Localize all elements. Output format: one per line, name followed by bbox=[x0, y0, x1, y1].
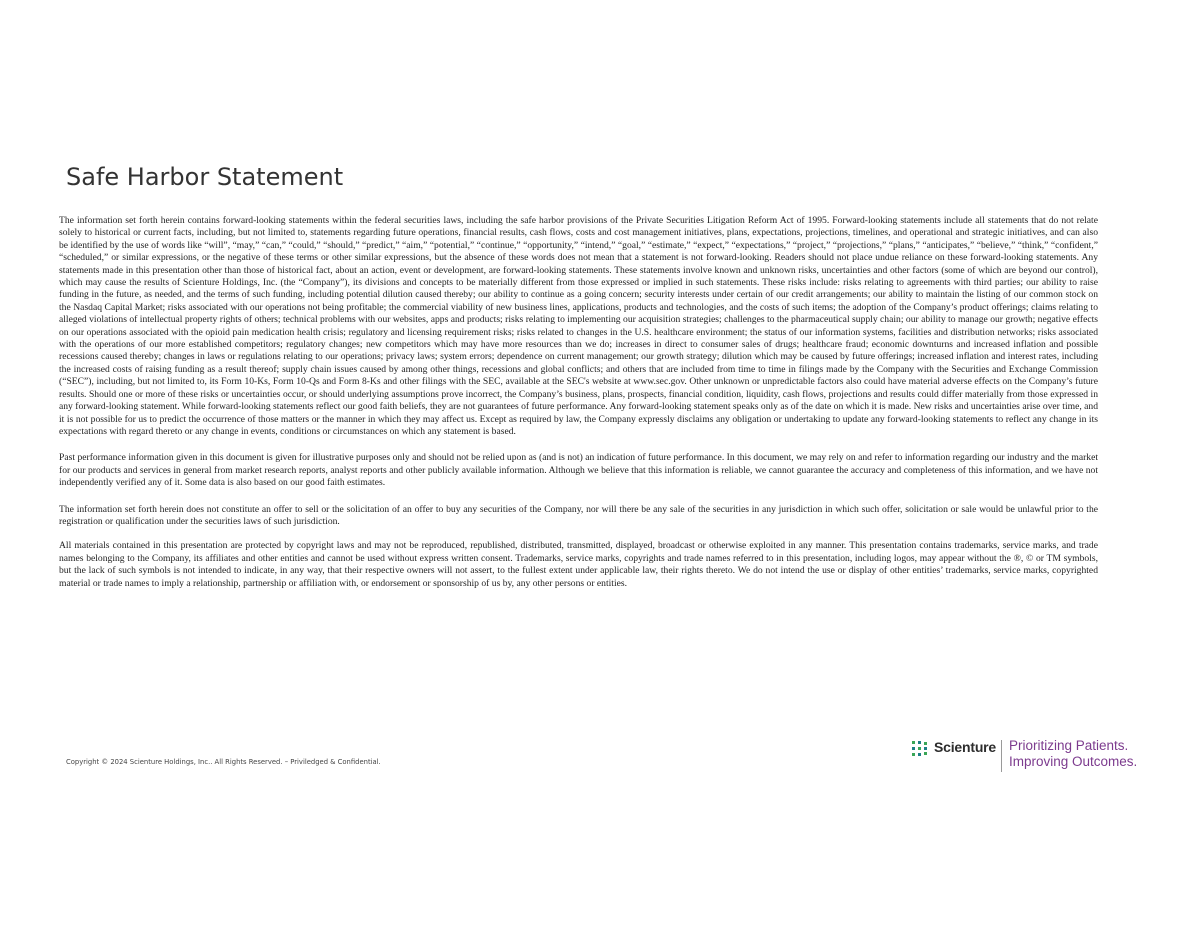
dot-grid-logo-icon bbox=[912, 741, 928, 757]
paragraph-no-offer: The information set forth herein does not constitute an offer to sell or the solicitation of an offer to buy any securities of the Company, nor will there be any sale of the securities in any jurisdiction in which such offer, solicitation or sale would be unlawful prior to the registration or qualification under the securities laws of such jurisdiction. bbox=[59, 503, 1098, 527]
paragraph-copyright-notice: All materials contained in this presentation are protected by copyright laws and may not be reproduced, republished, distributed, transmitted, displayed, broadcast or otherwise exploited in any manner. This presentation contains trademarks, service marks, and trade names belonging to the Company, its affiliates and other entities and cannot be used without express written consent. Trademarks, service marks, copyrights and trade names referred to in this presentation, including logos, may appear without the ®, © or TM symbols, but the lack of such symbols is not intended to indicate, in any way, that their respective owners will not assert, to the fullest extent under applicable law, their rights thereto. We do not intend the use or display of other entities’ trademarks, service marks, copyrighted material or trade names to imply a relationship, partnership or affiliation with, or endorsement or sponsorship of us by, any other persons or entities. bbox=[59, 540, 1098, 589]
tagline-line-1: Prioritizing Patients. bbox=[1009, 738, 1129, 753]
brand-name: Scienture bbox=[934, 739, 996, 755]
tagline-line-2: Improving Outcomes. bbox=[1009, 754, 1138, 769]
paragraph-forward-looking: The information set forth herein contains forward-looking statements within the federal securities laws, including the safe harbor provisions of the Private Securities Litigation Reform Act of 1995. Forward-looking statements include all statements that do not relate solely to historical or current facts, including, but not limited to, statements regarding future operations, financial results, cash flows, costs and cost management initiatives, plans, expectations, projections, timelines, and operational and strategic initiatives, and can also be identified by the use of words like “will”, “may,” “can,” “could,” “should,” “predict,” “aim,” “potential,” “continue,” “opportunity,” “intend,” “goal,” “estimate,” “expect,” “expectations,” “project,” “projections,” “plans,” “anticipates,” “believe,” “think,” “confident,” “scheduled,” or similar expressions, or the negative of these terms or other similar expressions, but the absence of these words does not mean that a statement is not forward-looking. Readers should not place undue reliance on these forward-looking statements. Any statements made in this presentation other than those of historical fact, about an action, event or development, are forward-looking statements. These statements involve known and unknown risks, uncertainties and other factors (some of which are beyond our control), which may cause the results of Scienture Holdings, Inc. (the “Company”), its divisions and concepts to be materially different from those expressed or implied in such statements. These risks include: risks relating to agreements with third parties; our ability to raise funding in the future, as needed, and the terms of such funding, including potential dilution caused thereby; our ability to continue as a going concern; security interests under certain of our credit arrangements; our ability to maintain the listing of our common stock on the Nasdaq Capital Market; risks associated with our operations not being profitable; the commercial viability of new business lines, applications, products and technologies, and the costs of such items; the adoption of the Company’s product offerings; claims relating to alleged violations of intellectual property rights of others; technical problems with our websites, apps and products; risks relating to implementing our acquisition strategies; challenges to the pharmaceutical supply chain; our ability to manage our growth; negative effects on our operations associated with the opioid pain medication health crisis; regulatory and licensing requirement risks; risks related to changes in the U.S. healthcare environment; the status of our information systems, facilities and distribution networks; risks associated with the operations of our more established competitors; regulatory changes; new competitors which may have more resources than we do; increases in direct to consumer sales of drugs; healthcare fraud; economic downturns and increased inflation and possible recessions caused thereby; changes in laws or regulations relating to our operations; privacy laws; system errors; dependence on current management; our growth strategy; dilution which may be caused by future offerings; increased inflation and interest rates, including the increased costs of raising funding as a result thereof; supply chain issues caused by among other things, recessions and global conflicts; and others that are included from time to time in filings made by the Company with the Securities and Exchange Commission (“SEC”), including, but not limited to, its Form 10-Ks, Form 10-Qs and Form 8-Ks and other filings with the SEC, available at the SEC's website at www.sec.gov. Other unknown or unpredictable factors also could have material adverse effects on the Company’s future results. Should one or more of these risks or uncertainties occur, or should underlying assumptions prove incorrect, the Company’s business, plans, prospects, financial condition, liquidity, cash flows, projections and results could differ materially from those expressed in any forward-looking statement. While forward-looking statements reflect our good faith beliefs, they are not guarantees of future performance. Any forward-looking statement speaks only as of the date on which it is made. New risks and uncertainties arise over time, and it is not possible for us to predict the occurrence of those matters or the manner in which they may affect us. Except as required by law, the Company expressly disclaims any obligation or undertaking to update any forward-looking statements to reflect any change in its expectations with regard thereto or any change in events, conditions or circumstances on which any statement is based. bbox=[59, 215, 1098, 437]
disclaimer-body bbox=[59, 215, 1098, 602]
page-title: Safe Harbor Statement bbox=[66, 163, 344, 191]
brand-tagline bbox=[1009, 738, 1137, 770]
footer-copyright: Copyright © 2024 Scienture Holdings, Inc.. All Rights Reserved. – Priviledged & Confidential. bbox=[66, 758, 381, 766]
brand-divider bbox=[1001, 740, 1002, 772]
paragraph-past-performance: Past performance information given in this document is given for illustrative purposes only and should not be relied upon as (and is not) an indication of future performance. In this document, we may rely on and refer to information regarding our industry and the market for our products and services in general from market research reports, analyst reports and other publicly available information. Although we believe that this information is reliable, we cannot guarantee the accuracy and completeness of this information, and we have not independently verified any of it. Some data is also based on our good faith estimates. bbox=[59, 452, 1098, 489]
